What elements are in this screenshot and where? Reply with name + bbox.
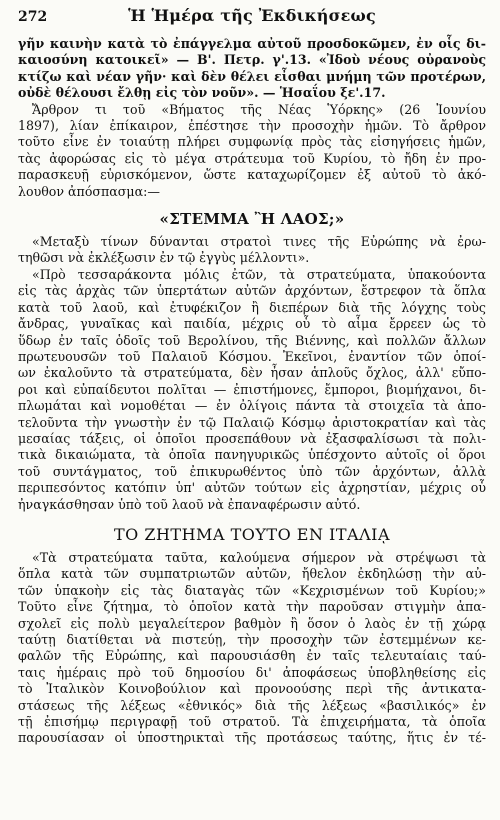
text-line: μεσαίας τάξεις, οἱ ὁποῖοι προσεπάθουν νὰ ἐξασφαλίσωσι τὰ πολι- [18, 430, 486, 446]
text-line: ὅπλα κατὰ τῶν συμπατριωτῶν αὐτῶν, ἤθελον ἐκδηλώσῃ τὴν αὐ- [18, 566, 486, 582]
text-line: «Τὰ στρατεύματα ταῦτα, καλούμενα σήμερον νὰ στρέψωσι τὰ [32, 549, 486, 565]
text-line: ροι καὶ εὐπαίδευτοι πολῖται — ἐπιστήμονες, ἔμποροι, βιομήχανοι, δι- [18, 381, 486, 397]
text-line: παρουσίασαν οἱ ὑποστηρικταὶ τῆς προτάσεως ταύτης, ἥτις ἐν τέ- [18, 730, 486, 746]
section-heading-italy: ΤΟ ΖΗΤΗΜΑ ΤΟΥΤΟ ΕΝ ΙΤΑΛΙᾼ [113, 524, 391, 544]
text-line: ἄνδρας, γυναῖκας καὶ παιδία, μέχρις οὗ τὸ αἷμα ἔρρεεν ὡς τὸ [18, 316, 486, 332]
running-title: Ἡ Ἡμέρα τῆς Ἐκδικήσεως [128, 6, 376, 25]
text-line: φαλῶν τῆς Εὐρώπης, καὶ παρουσιάσθη ἐν ταῖς τελευταίαις ταύ- [18, 648, 486, 664]
text-line: ταις ἡμέραις πρὸ τοῦ δημοσίου δι' ἀποφάσεως ὑποβληθείσης εἰς [18, 664, 486, 680]
text-line: οὐδὲ θέλουσι ἔλθῃ εἰς τὸν νοῦν». — Ἡσαΐου ξε'.17. [18, 85, 386, 101]
text-line: τοῦ συντάγματος, τοῦ ἐπικυρωθέντος ὑπὸ τῶν ἀρχόντων, ἀλλὰ [18, 463, 486, 479]
text-line: ταύτῃ διατίθεται νὰ πιστεύῃ, τὴν προσοχὴν τῶν ἐστεμμένων κε- [18, 632, 486, 647]
text-line: τῇ ἐπισήμῳ περιγραφῇ τοῦ στρατοῦ. Τὰ ἐπιχειρήματα, τὰ ὁποῖα [18, 714, 486, 730]
paragraph-scripture-quote [18, 36, 486, 102]
text-line: ὕδωρ ἐν ταῖς ὁδοῖς τοῦ Βερολίνου, τῆς Βιέννης, καὶ πολλῶν ἄλλων [18, 332, 486, 348]
page-header [18, 6, 486, 36]
text-line: περιπεσόντος κατόπιν ὑπ' αὐτῶν τούτων εἰς ἀχρηστίαν, μέχρις οὗ [18, 480, 486, 496]
text-line: στάσεως τῆς λέξεως «ἐθνικός» διὰ τῆς λέξεως «βασιλικός» ἐν [18, 697, 486, 713]
text-line: ἠναγκάσθησαν ὑπὸ τοῦ λαοῦ νὰ ἐπαναφέρωσιν αὐτό. [18, 496, 361, 512]
page-number: 272 [18, 9, 48, 25]
paragraph-italy [18, 550, 486, 747]
text-line: 1897), λίαν ἐπίκαιρον, ἐπέστησε τὴν προσοχὴν ἡμῶν. Τὸ ἄρθρον [18, 118, 486, 134]
paragraph-intro-article [18, 102, 486, 200]
text-line: καιοσύνη κατοικεῖ» — Β'. Πετρ. γ'.13. «Ἰδοὺ νέους οὐρανοὺς [18, 52, 486, 68]
text-line: τῶν ὑπακοὴν εἰς τὰς διαταγὰς τῶν «Κεχρισμένων τοῦ Κυρίου;» [18, 582, 486, 598]
text-line: λουθον ἀπόσπασμα:— [18, 183, 160, 199]
text-line: κτίζω καὶ νέαν γῆν· καὶ δὲν θέλει εἶσθαι μνήμη τῶν προτέρων, [18, 68, 486, 84]
text-line: σχολεῖ εἰς πολὺ μεγαλείτερον βαθμὸν ἢ ὅσον ὁ λαὸς ἐν τῇ χώρᾳ [18, 615, 486, 631]
text-line: «Μεταξὺ τίνων δύνανται στρατοὶ τινες τῆς Εὐρώπης νὰ ἐρω- [32, 234, 486, 250]
text-line: Ἄρθρον τι τοῦ «Βήματος τῆς Νέας Ὑόρκης» (26 Ἰουνίου [32, 101, 486, 117]
paragraph-history [18, 267, 486, 513]
text-line: ων ἐκαλοῦντο τὰ στρατεύματα, δὲν ἦσαν ἁπλοῦς ὄχλος, ἀλλ' εὔπο- [18, 365, 486, 381]
text-line: τοῦτο εἶνε ἐν τοιαύτῃ πλήρει συμφωνίᾳ πρὸς τὰς εἰσηγήσεις ἡμῶν, [18, 134, 486, 150]
text-line: τηθῶσι νὰ ἐκλέξωσιν ἐν τῷ ἐγγὺς μέλλοντι». [18, 250, 310, 266]
text-line: κατὰ τοῦ λαοῦ, καὶ ἐτυφέκιζον ἢ διεπέρων διὰ τῆς λόγχης τοὺς [18, 299, 486, 315]
text-line: τελοῦντα τὴν γνωστὴν ἐν τῷ Παλαιῷ Κόσμῳ ἀριστοκρατίαν καὶ τὰς [18, 414, 486, 430]
text-line: τὰς ἀφορώσας εἰς τὸ μέγα στράτευμα τοῦ Κυρίου, τὸ ἤδη ἐν προ- [18, 150, 486, 166]
text-line: πρωτευουσῶν τοῦ Παλαιοῦ Κόσμου. Ἐκεῖνοι, ἐναντίον τῶν ὁποί- [18, 348, 486, 364]
text-line: γῆν καινὴν κατὰ τὸ ἐπάγγελμα αὐτοῦ προσδοκῶμεν, ἐν οἷς δι- [18, 36, 486, 51]
paragraph-subtitle-quote [18, 234, 486, 267]
text-line: παρασκευῇ εὑρισκόμενον, ὥστε καταχωρίζομεν ἐξ αὐτοῦ τὸ ἀκό- [18, 167, 486, 183]
section-heading-crown-or-people: «ΣΤΕΜΜΑ Ἢ ΛΑΟΣ;» [159, 210, 345, 229]
text-line: τικὰ δικαιώματα, τὰ ὁποῖα πανηγυρικῶς ὑπέσχοντο αὐτοῖς οἱ ὅροι [18, 447, 486, 463]
text-line: εἰς τὰς ἀρχὰς τῶν ὑπερτάτων αὐτῶν ἀρχόντων, ἔστρεφον τὰ ὅπλα [18, 283, 486, 299]
text-line: Τοῦτο εἶνε ζήτημα, τὸ ὁποῖον κατὰ τὴν παροῦσαν στιγμὴν ἀπα- [18, 599, 486, 615]
text-line: πλωμάται καὶ νομοθέται — ἐν ὀλίγοις πάντα τὰ στοιχεῖα τὰ ἀπο- [18, 398, 486, 414]
text-line: «Πρὸ τεσσαράκοντα μόλις ἐτῶν, τὰ στρατεύματα, ὑπακούοντα [32, 266, 486, 282]
text-line: τὸ Ἰταλικὸν Κοινοβούλιον καὶ προνοούσης περὶ τῆς ἀντικατα- [18, 681, 486, 697]
